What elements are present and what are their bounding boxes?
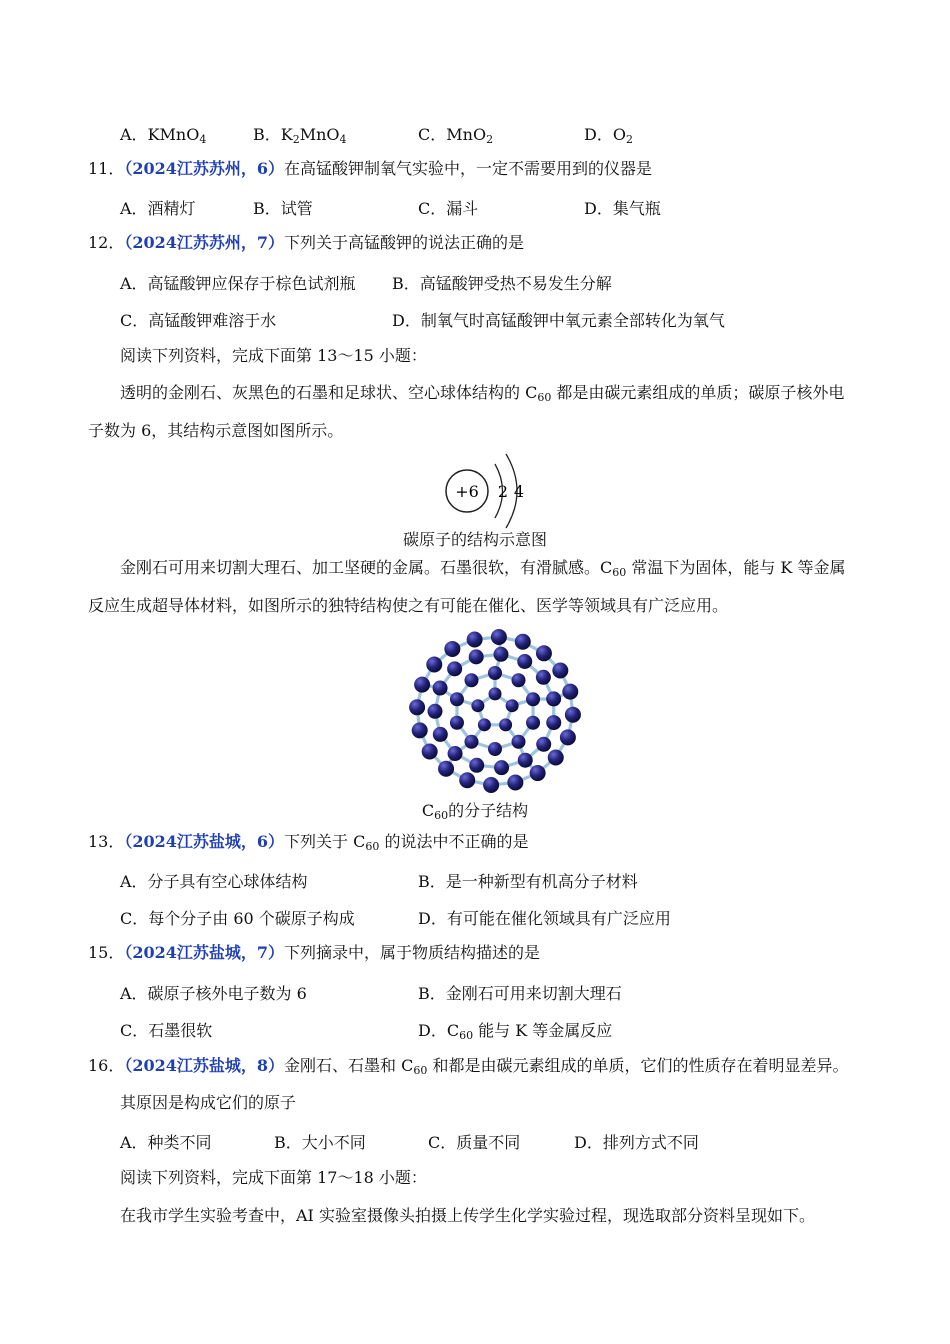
- q16-option-d: D．排列方式不同: [574, 1133, 699, 1152]
- c60-carbon-atom: [433, 681, 448, 696]
- reading1-intro: 阅读下列资料，完成下面第 13～15 小题：: [120, 346, 427, 365]
- q13-option-c: C．每个分子由 60 个碳原子构成: [120, 909, 355, 928]
- c60-carbon-atom: [536, 670, 551, 685]
- q15-option-b: B．金刚石可用来切割大理石: [418, 984, 622, 1003]
- c60-carbon-atom: [464, 735, 478, 749]
- c60-carbon-atom: [560, 729, 576, 745]
- figure2-caption: $C_{60}$的分子结构: [421, 801, 529, 822]
- c60-carbon-atom: [459, 772, 475, 788]
- q12-option-c: C．高锰酸钾难溶于水: [120, 311, 277, 330]
- reading1-para2-line2: 反应生成超导体材料，如图所示的独特结构使之有可能在催化、医学等领域具有广泛应用。: [88, 596, 729, 615]
- c60-carbon-atom: [526, 692, 540, 706]
- q15-stem: 15．（2024江苏盐城，7）下列摘录中，属于物质结构描述的是: [88, 943, 541, 962]
- c60-carbon-atom: [488, 742, 502, 756]
- c60-carbon-atom: [469, 649, 484, 664]
- c60-carbon-atom: [512, 673, 526, 687]
- c60-carbon-atom: [444, 641, 460, 657]
- c60-carbon-atom: [546, 715, 561, 730]
- q15-option-c: C．石墨很软: [120, 1021, 213, 1040]
- c60-carbon-atom: [448, 746, 463, 761]
- q16-stem-line2: 其原因是构成它们的原子: [120, 1093, 297, 1112]
- q12-option-b: B．高锰酸钾受热不易发生分解: [392, 274, 612, 293]
- c60-carbon-atom: [428, 704, 443, 719]
- q11-stem: 11．（2024江苏苏州，6）在高锰酸钾制氧气实验中，一定不需要用到的仪器是: [88, 159, 653, 178]
- c60-carbon-atom: [491, 629, 507, 645]
- c60-carbon-atom: [494, 760, 509, 775]
- c60-carbon-atom: [478, 718, 491, 731]
- c60-carbon-atom: [412, 722, 428, 738]
- c60-carbon-atom: [526, 716, 540, 730]
- q11-option-a: A．酒精灯: [120, 199, 196, 218]
- c60-carbon-atom: [471, 699, 484, 712]
- q13-option-b: B．是一种新型有机高分子材料: [418, 872, 638, 891]
- c60-carbon-atom: [438, 761, 454, 777]
- c60-carbon-atom: [512, 735, 526, 749]
- q16-source: （2024江苏盐城，8）: [124, 1056, 285, 1075]
- q16-option-a: A．种类不同: [120, 1133, 212, 1152]
- q16-stem-line1: 16．（2024江苏盐城，8）金刚石、石墨和 $C_{60}$ 和都是由碳元素组成的单质，它们的性质存在着明显差异。: [88, 1056, 849, 1077]
- c60-carbon-atom: [409, 699, 425, 715]
- q13-source: （2024江苏盐城，6）: [124, 832, 285, 851]
- q15-source: （2024江苏盐城，7）: [124, 943, 285, 962]
- q10-option-b: B．$K_2MnO_4$: [253, 125, 347, 146]
- c60-carbon-atom: [517, 654, 532, 669]
- q15-option-a: A．碳原子核外电子数为 6: [120, 984, 307, 1003]
- nucleus-charge: +6: [455, 482, 479, 501]
- c60-carbon-atom: [483, 777, 499, 793]
- figure1-caption: 碳原子的结构示意图: [402, 530, 547, 549]
- c60-carbon-atom: [450, 692, 464, 706]
- q16-option-c: C．质量不同: [428, 1133, 521, 1152]
- q11-option-d: D．集气瓶: [584, 199, 661, 218]
- c60-carbon-atom: [515, 634, 531, 650]
- c60-carbon-atom: [565, 707, 581, 723]
- q13-stem: 13．（2024江苏盐城，6）下列关于 $C_{60}$ 的说法中不正确的是: [88, 832, 529, 853]
- shell1-electrons: 2: [497, 482, 509, 501]
- q13-option-a: A．分子具有空心球体结构: [120, 872, 308, 891]
- q12-option-a: A．高锰酸钾应保存于棕色试剂瓶: [120, 274, 356, 293]
- carbon-atom-diagram: [440, 452, 530, 532]
- reading1-para1-line1: 透明的金刚石、灰黑色的石墨和足球状、空心球体结构的 $C_{60}$ 都是由碳元素组成的单质；碳原子核外电: [120, 383, 845, 404]
- q12-source: （2024江苏苏州，7）: [124, 233, 285, 252]
- c60-carbon-atom: [499, 718, 512, 731]
- reading1-para1-line2: 子数为 6，其结构示意图如图所示。: [88, 421, 344, 440]
- c60-carbon-atom: [536, 645, 552, 661]
- c60-carbon-atom: [414, 677, 430, 693]
- q11-source: （2024江苏苏州，6）: [124, 159, 285, 178]
- q10-option-a: A．KMnO$_4$: [120, 125, 207, 146]
- reading2-para1: 在我市学生实验考查中，AI 实验室摄像头拍摄上传学生化学实验过程，现选取部分资料呈现如下。: [120, 1206, 815, 1225]
- c60-carbon-atom: [552, 662, 568, 678]
- c60-carbon-atom: [518, 753, 533, 768]
- c60-carbon-atom: [493, 647, 508, 662]
- c60-carbon-atom: [433, 727, 448, 742]
- q13-option-d: D．有可能在催化领域具有广泛应用: [418, 909, 671, 928]
- c60-carbon-atom: [507, 775, 523, 791]
- c60-molecule-image: [405, 627, 585, 795]
- q15-option-d: D．$C_{60}$ 能与 K 等金属反应: [418, 1021, 613, 1042]
- c60-carbon-atom: [488, 666, 502, 680]
- c60-carbon-atom: [450, 716, 464, 730]
- reading1-para2-line1: 金刚石可用来切割大理石、加工坚硬的金属。石墨很软，有滑腻感。$C_{60}$ 常温下为固体，能与 K 等金属: [120, 558, 846, 579]
- c60-carbon-atom: [506, 699, 519, 712]
- c60-carbon-atom: [426, 657, 442, 673]
- c60-carbon-atom: [467, 631, 483, 647]
- c60-carbon-atom: [546, 691, 561, 706]
- c60-carbon-atom: [562, 684, 578, 700]
- c60-carbon-atom: [530, 765, 546, 781]
- c60-carbon-atom: [548, 749, 564, 765]
- c60-carbon-atom: [464, 673, 478, 687]
- c60-carbon-atom: [536, 737, 551, 752]
- shell2-electrons: 4: [513, 482, 525, 501]
- c60-carbon-atom: [489, 687, 502, 700]
- q12-option-d: D．制氧气时高锰酸钾中氧元素全部转化为氧气: [392, 311, 725, 330]
- q10-option-c: C．MnO$_2$: [418, 125, 494, 146]
- c60-carbon-atom: [469, 758, 484, 773]
- q16-option-b: B．大小不同: [274, 1133, 366, 1152]
- c60-carbon-atom: [422, 744, 438, 760]
- c60-carbon-atom: [447, 661, 462, 676]
- q10-option-d: D．$O_2$: [584, 125, 633, 146]
- q12-stem: 12．（2024江苏苏州，7）下列关于高锰酸钾的说法正确的是: [88, 233, 525, 252]
- q11-option-b: B．试管: [253, 199, 313, 218]
- reading2-intro: 阅读下列资料，完成下面第 17～18 小题：: [120, 1168, 427, 1187]
- q11-option-c: C．漏斗: [418, 199, 479, 218]
